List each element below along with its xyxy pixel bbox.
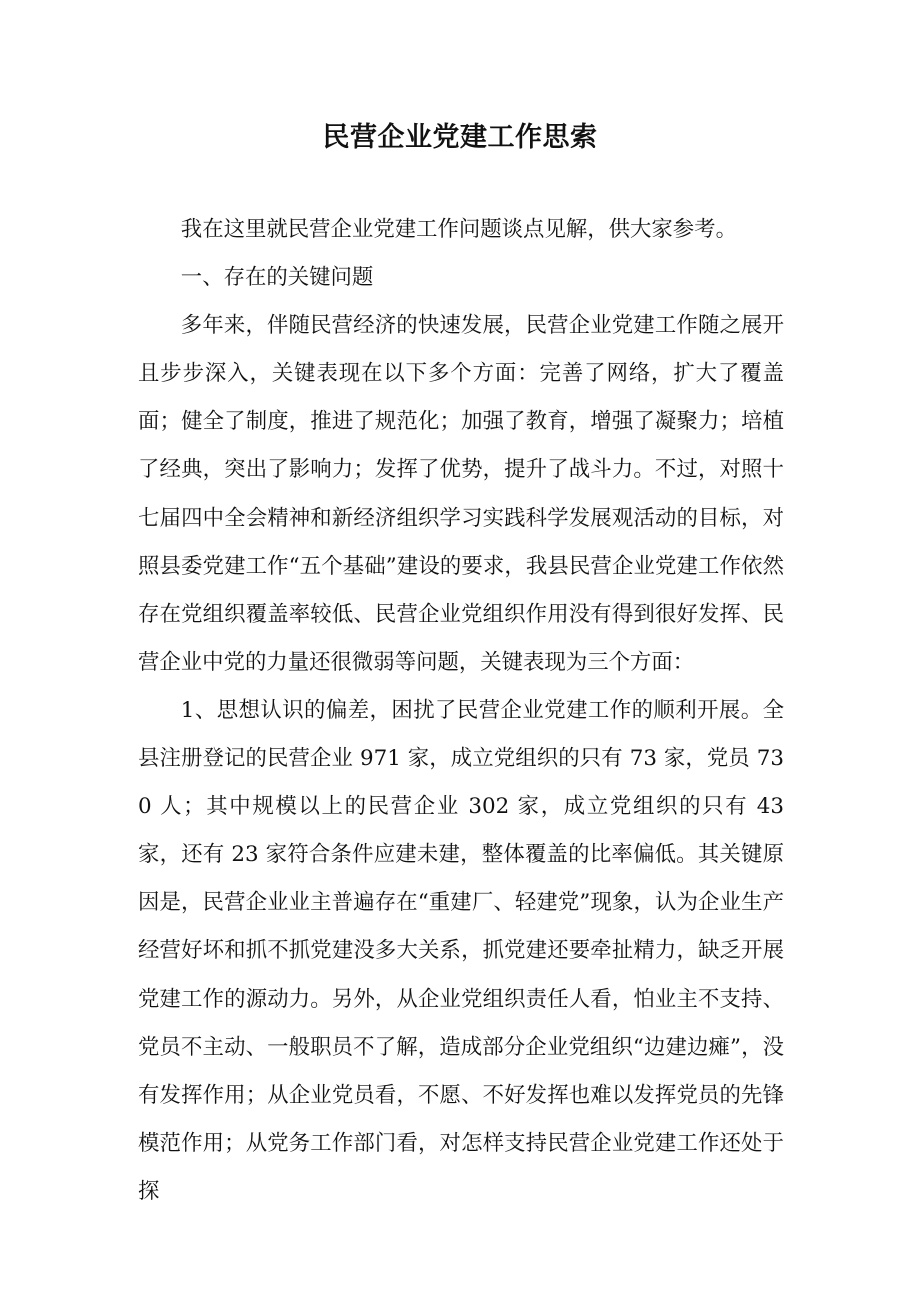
paragraph-intro: 我在这里就民营企业党建工作问题谈点见解，供大家参考。 — [180, 217, 737, 242]
paragraph-overview: 多年来，伴随民营经济的快速发展，民营企业党建工作随之展开且步步深入，关键表现在以下多个方面：完善了网络，扩大了覆盖面；健全了制度，推进了规范化；加强了教育，增强了凝聚力；培植了经典，突出了影响力；发挥了优势，提升了战斗力。不过，对照十七届四中全会精神和新经济组织学习实践科学发展观活动的目标，对照县委党建工作“五个基础”建设的要求，我县民营企业党建工作依然存在党组织覆盖率较低、民营企业党组织作用没有得到很好发挥、民营企业中党的力量还很微弱等问题，关键表现为三个方面： — [138, 313, 784, 675]
paragraph-point-1: 1、思想认识的偏差，困扰了民营企业党建工作的顺利开展。全县注册登记的民营企业 971 家，成立党组织的只有 73 家，党员 730 人；其中规模以上的民营企业 302 家，成立党组织的只有 43 家，还有 23 家符合条件应建未建，整体覆盖的比率偏低。其关键原因是，民营企业业主普遍存在“重建厂、轻建党”现象，认为企业生产经营好坏和抓不抓党建没多大关系，抓党建还要牵扯精力，缺乏开展党建工作的源动力。另外，从企业党组织责任人看，怕业主不支持、党员不主动、一般职员不了解，造成部分企业党组织“边建边瘫”，没有发挥作用；从企业党员看，不愿、不好发挥也难以发挥党员的先锋模范作用；从党务工作部门看，对怎样支持民营企业党建工作还处于探 — [138, 697, 784, 1204]
document-body — [138, 206, 784, 1216]
section-heading: 一、存在的关键问题 — [180, 265, 374, 291]
document-title: 民营企业党建工作思索 — [322, 122, 598, 153]
